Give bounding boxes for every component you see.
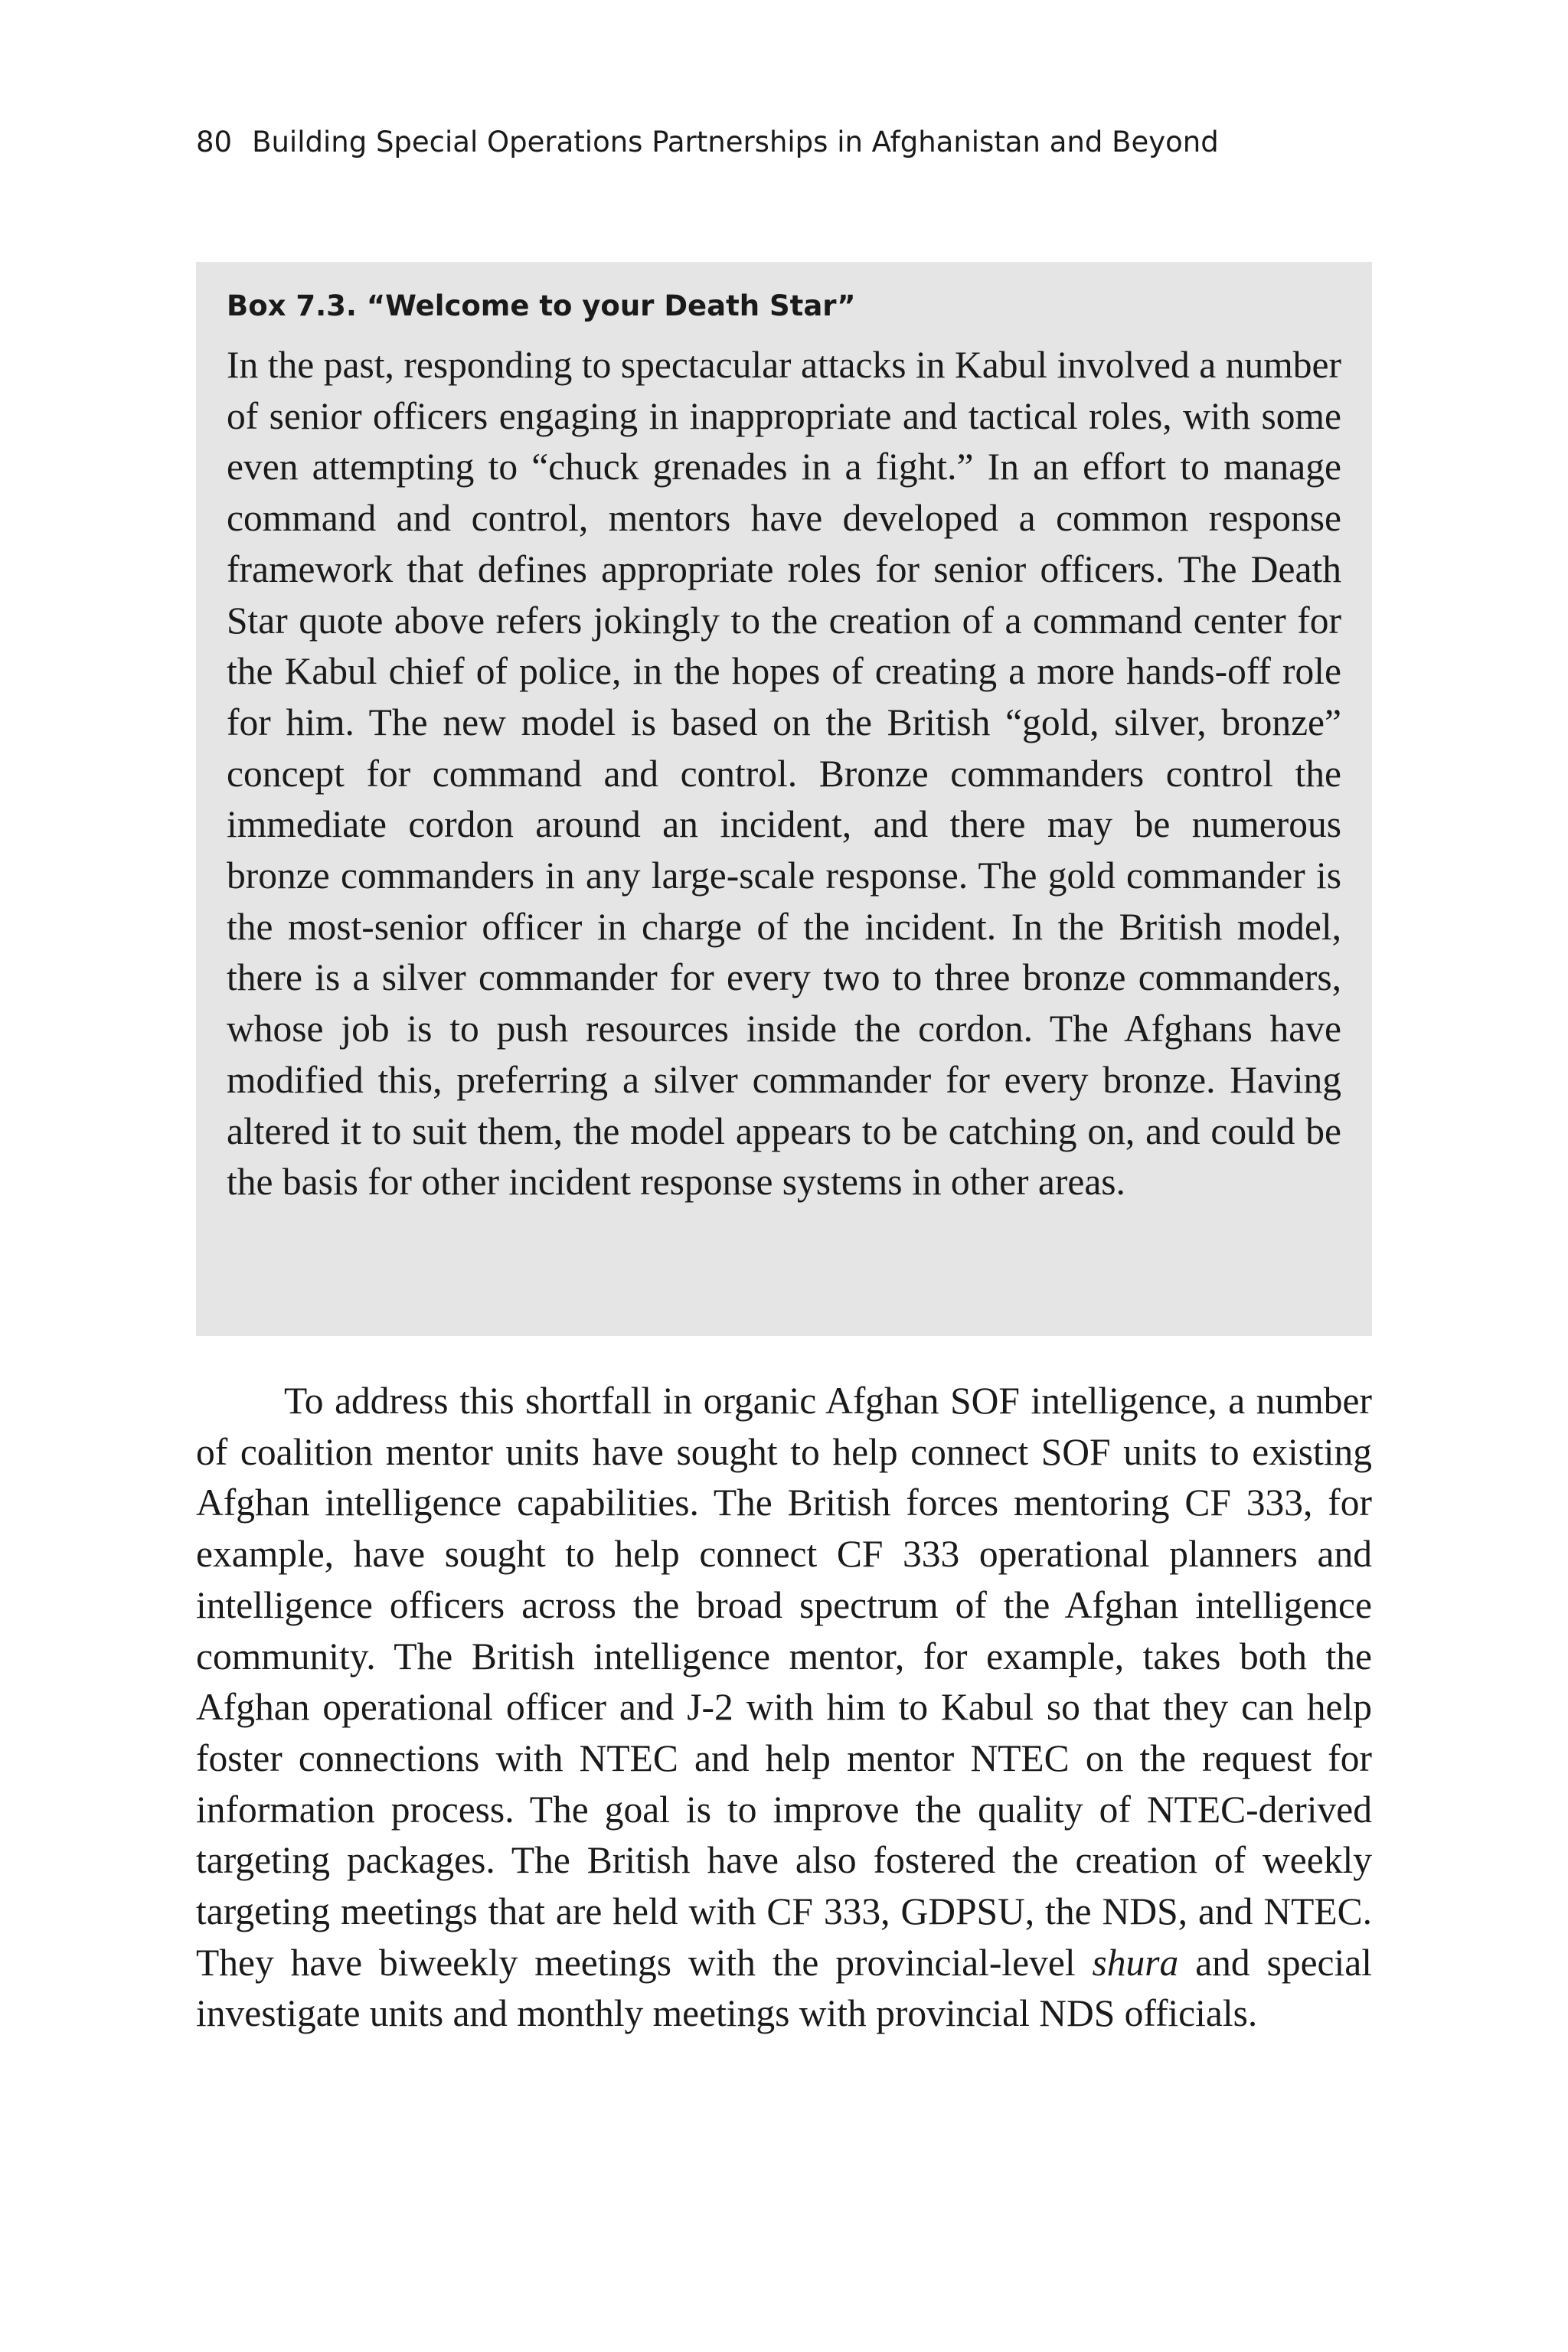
body-paragraph (196, 1376, 1372, 2040)
running-title: Building Special Operations Partnerships in Afghanistan and Beyond (252, 126, 1219, 158)
running-head (196, 121, 1375, 164)
box-text: In the past, responding to spectacular attacks in Kabul involved a number of senior officers engaging in inappropriate and tactical roles, with some even attempting to “chuck grenades in a fight.” In an effort to manage command and control, mentors have developed a common response framework that defines appropriate roles for senior officers. The Death Star quote above refers jokingly to the creation of a command center for the Kabul chief of police, in the hopes of creating a more hands-off role for him. The new model is based on the British “gold, silver, bronze” concept for command and control. Bronze commanders control the immediate cordon around an incident, and there may be numerous bronze commanders in any large-scale response. The gold commander is the most-senior officer in charge of the incident. In the British model, there is a silver commander for every two to three bronze commanders, whose job is to push resources inside the cordon. The Afghans have modified this, preferring a silver commander for every bronze. Having altered it to suit them, the model appears to be catching on, and could be the basis for other incident response systems in other areas. (227, 344, 1341, 1204)
body-text-part-1: To address this shortfall in organic Afghan SOF intelligence, a number of coalition mentor units have sought to help connect SOF units to existing Afghan intelligence capabilities. The British forces mentoring CF 333, for example, have sought to help connect CF 333 operational planners and intelligence officers across the broad spectrum of the Afghan intelligence community. The British intelligence mentor, for example, takes both the Afghan operational officer and J-2 with him to Kabul so that they can help foster connections with NTEC and help mentor NTEC on the request for information process. The goal is to improve the quality of NTEC-derived targeting packages. The British have also fostered the creation of weekly targeting meetings that are held with CF 333, GDPSU, the NDS, and NTEC. They have biweekly meetings with the provincial-level (196, 1380, 1372, 1984)
page-number: 80 (196, 126, 233, 158)
body-text-part-2: and special investigate units and monthly meetings with provincial NDS officials. (196, 1941, 1372, 2035)
sidebar-box (196, 262, 1372, 1336)
box-title: Box 7.3. “Welcome to your Death Star” (227, 289, 856, 322)
italic-term: shura (1092, 1941, 1179, 1984)
